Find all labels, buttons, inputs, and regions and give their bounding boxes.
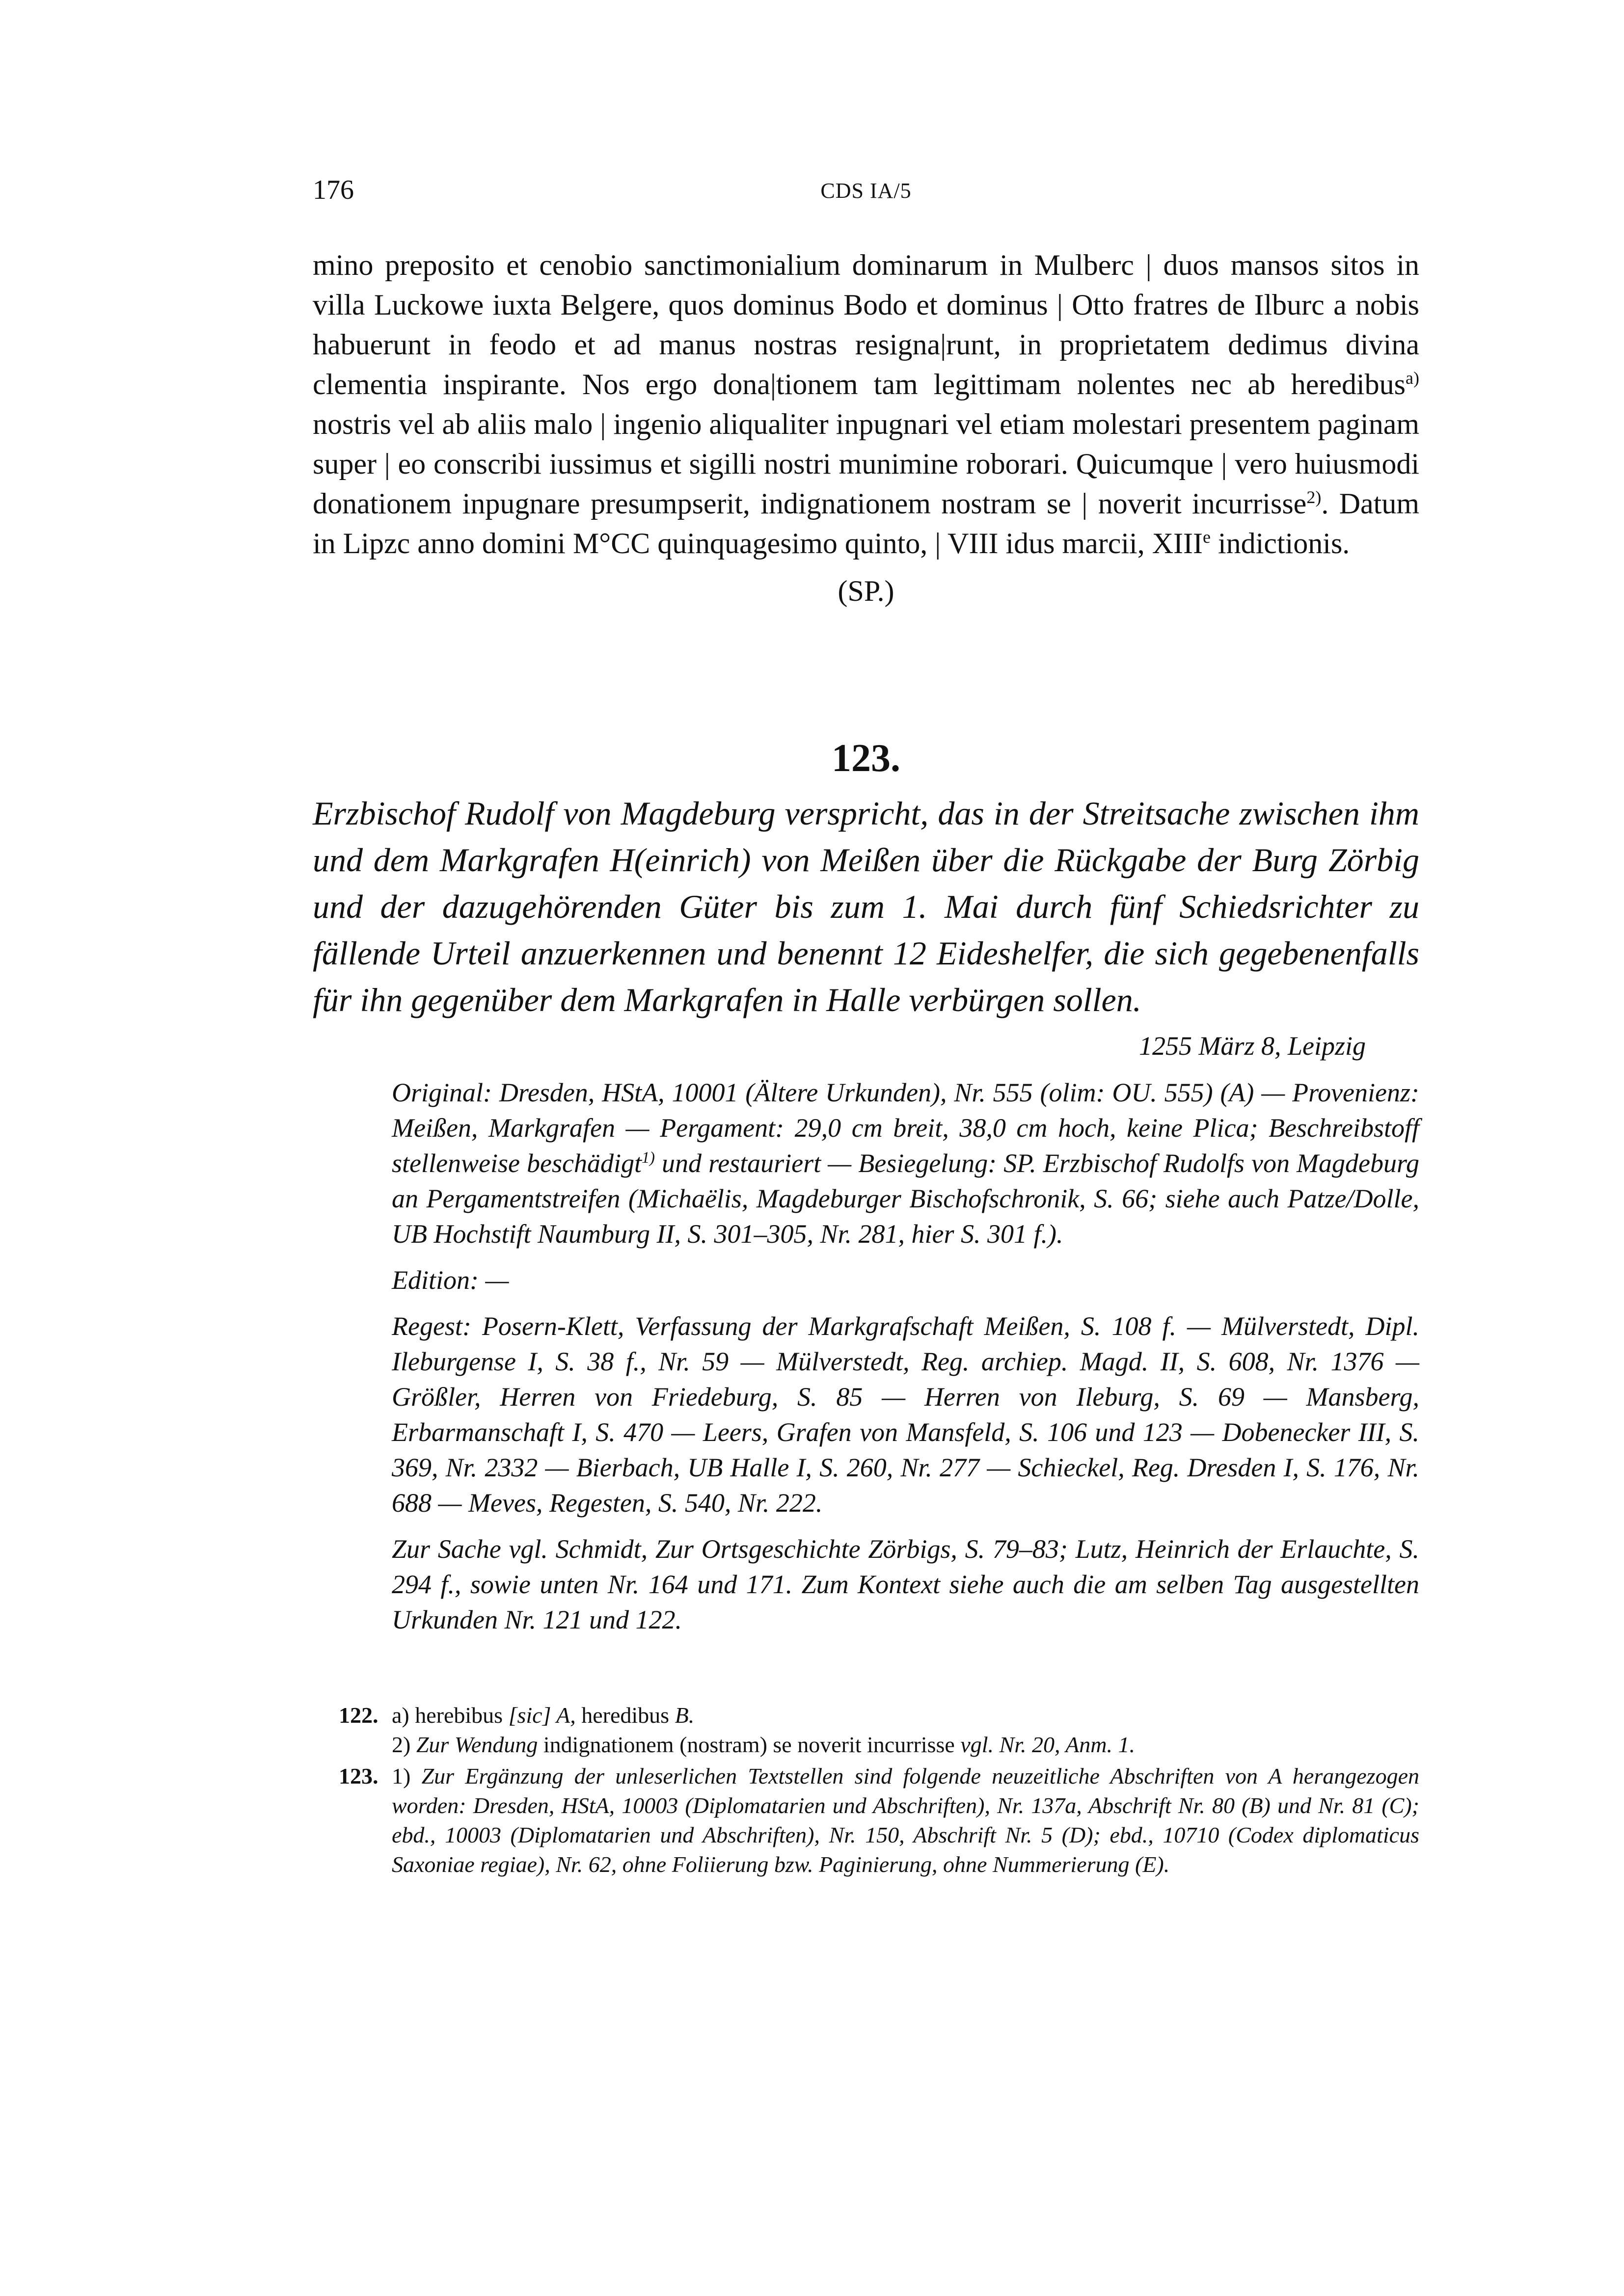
- original-description: [392, 1075, 1419, 1252]
- charter-text-part-2: nostris vel ab aliis malo | ingenio aliqualiter inpugnari vel etiam molestari presentem paginam super | eo conscribi iussimus et sigilli nostri munimine roborari. Quicumque | vero huiusmodi donationem inpugnare presumpserit, indignationem nostram se | noverit incurrisse: [313, 408, 1419, 520]
- footnote-text: 1): [392, 1763, 422, 1789]
- footnote-italic: [sic] A,: [508, 1703, 576, 1728]
- footnote-text: indignationem (nostram) se noverit incurrisse: [538, 1732, 961, 1757]
- regest-list: Regest: Posern-Klett, Verfassung der Markgrafschaft Meißen, S. 108 f. — Mülverstedt, Dipl. Ileburgense I, S. 38 f., Nr. 59 — Mülverstedt, Reg. archiep. Magd. II, S. 608, Nr. 1376 — Größler, Herren von Friedeburg, S. 85 — Herren von Ileburg, S. 69 — Mansberg, Erbarmanschaft I, S. 470 — Leers, Grafen von Mansfeld, S. 106 und 123 — Dobenecker III, S. 369, Nr. 2332 — Bierbach, UB Halle I, S. 260, Nr. 277 — Schieckel, Reg. Dresden I, S. 176, Nr. 688 — Meves, Regesten, S. 540, Nr. 222.: [392, 1311, 1419, 1518]
- page-number: 176: [313, 175, 354, 205]
- footnote-group-number: 122.: [339, 1703, 379, 1728]
- page-header: [313, 174, 1419, 214]
- charter-text-part-3: . Datum in Lipzc anno domini M°CC quinquagesimo quinto, | VIII idus marcii, XIII: [313, 487, 1419, 560]
- footnote-ref-a: a): [1406, 368, 1419, 388]
- charter-text-part-4: indictionis.: [1210, 527, 1350, 560]
- footnote-122-a: [392, 1701, 1419, 1730]
- footnote-italic: B.: [675, 1703, 695, 1728]
- footnotes: [339, 1701, 1419, 1881]
- document-date-place: 1255 März 8, Leipzig: [1138, 1031, 1366, 1061]
- footnote-italic: vgl. Nr. 20, Anm. 1.: [960, 1732, 1136, 1757]
- footnote-italic: Zur Ergänzung der unleserlichen Textstellen sind folgende neuzeitliche Abschriften von A herangezogen worden: Dresden, HStA, 10003 (Diplomatarien und Abschriften), Nr. 137a, Abschrift Nr. 80 (B) und Nr. 81 (C); ebd., 10003 (Diplomatarien und Abschriften), Nr. 150, Abschrift Nr. 5 (D); ebd., 10710 (Codex diplomaticus Saxoniae regiae), Nr. 62, ohne Foliierung bzw. Paginierung, ohne Nummerierung (E).: [392, 1763, 1419, 1877]
- footnote-text: a) herebibus: [392, 1703, 509, 1728]
- footnote-ref-1: 1): [641, 1149, 655, 1167]
- footnote-group-body: [392, 1701, 1419, 1760]
- footnote-text: heredibus: [575, 1703, 675, 1728]
- footnote-123-1: [392, 1762, 1419, 1879]
- running-head: CDS IA/5: [820, 179, 912, 203]
- seal-mark: (SP.): [838, 575, 894, 607]
- footnote-text: 2): [392, 1732, 416, 1757]
- footnote-group-122: [339, 1701, 1419, 1760]
- zur-sache-note: Zur Sache vgl. Schmidt, Zur Ortsgeschichte Zörbigs, S. 79–83; Lutz, Heinrich der Erlauchte, S. 294 f., sowie unten Nr. 164 und 171. Zum Kontext siehe auch die am selben Tag ausgestellten Urkunden Nr. 121 und 122.: [392, 1534, 1419, 1634]
- document-summary: Erzbischof Rudolf von Magdeburg verspricht, das in der Streitsache zwischen ihm und dem Markgrafen H(einrich) von Meißen über die Rückgabe der Burg Zörbig und der dazugehörenden Güter bis zum 1. Mai durch fünf Schiedsrichter zu fällende Urteil anzuerkennen und benennt 12 Eideshelfer, die sich gegebenenfalls für ihn gegenüber dem Markgrafen in Halle verbürgen sollen.: [313, 795, 1419, 1018]
- charter-text-continuation: [313, 245, 1419, 563]
- footnote-group-123: [339, 1762, 1419, 1879]
- footnote-122-2: [392, 1730, 1419, 1760]
- original-part-1: Original: Dresden, HStA, 10001 (Ältere Urkunden), Nr. 555 (olim: OU. 555) (A) — Provenienz: Meißen, Markgrafen — Pergament: 29,0 cm breit, 38,0 cm hoch, keine Plica; Beschreibstoff stellenweise beschädigt: [392, 1078, 1419, 1178]
- footnote-group-number: 123.: [339, 1763, 379, 1789]
- original-part-2: und restauriert — Besiegelung: SP. Erzbischof Rudolfs von Magdeburg an Pergamentstreifen (Michaëlis, Magdeburger Bischofschronik, S. 66; siehe auch Patze/Dolle, UB Hochstift Naumburg II, S. 301–305, Nr. 281, hier S. 301 f.).: [392, 1148, 1419, 1249]
- footnote-italic: Zur Wendung: [416, 1732, 538, 1757]
- critical-apparatus: [392, 1075, 1419, 1648]
- superscript-e: e: [1202, 527, 1211, 547]
- footnote-group-body: [392, 1762, 1419, 1879]
- charter-text-part-1: mino preposito et cenobio sanctimonialium dominarum in Mulberc | duos mansos sitos in villa Luckowe iuxta Belgere, quos dominus Bodo et dominus | Otto fratres de Ilburc a nobis habuerunt in feodo et ad manus nostras resigna|runt, in proprietatem dedimus divina clementia inspirante. Nos ergo dona|tionem tam legittimam nolentes nec ab heredibus: [313, 249, 1419, 400]
- footnote-ref-2: 2): [1306, 487, 1322, 507]
- document-number: 123.: [832, 737, 900, 780]
- edition-line: Edition: —: [392, 1265, 509, 1295]
